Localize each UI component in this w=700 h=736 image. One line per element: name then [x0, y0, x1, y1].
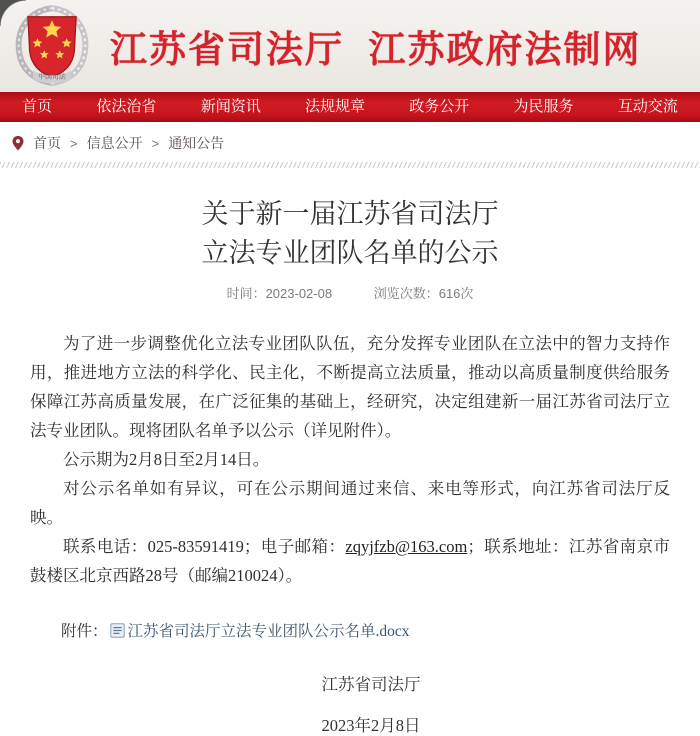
nav-item-regulations[interactable]: 法规规章: [304, 98, 365, 115]
paragraph-contact: [30, 532, 670, 590]
breadcrumb: [0, 122, 700, 162]
article-title-line1: 关于新一届江苏省司法厅: [201, 199, 499, 229]
article-meta: [30, 283, 670, 302]
hatched-divider: [0, 162, 700, 168]
paragraph-period: 公示期为2月8日至2月14日。: [63, 450, 270, 469]
attachment-row: [30, 619, 670, 641]
justice-emblem-logo: [8, 3, 96, 89]
site-title: 江苏省司法厅 江苏政府法制网: [110, 29, 642, 70]
publish-time: [227, 286, 333, 301]
paragraph-objection: 对公示名单如有异议，可在公示期间通过来信、来电等形式，向江苏省司法厅反映。: [30, 479, 670, 527]
location-pin-icon: [12, 136, 24, 151]
paragraph-intro: 为了进一步调整优化立法专业团队队伍，充分发挥专业团队在立法中的智力支持作用，推进地方立法的科学化、民主化，不断提高立法质量，推动以高质量制度供给服务保障江苏高质量发展，在广泛征集的基础上，经研究，决定组建新一届江苏省司法厅立法专业团队。现将团队名单予以公示（详见附件）。: [30, 334, 670, 440]
nav-item-public-service[interactable]: 为民服务: [513, 98, 574, 115]
document-icon: [110, 623, 125, 638]
contact-text-after: ；联系地址：江苏省南京市鼓楼区北京西路28号（邮编210024）。: [30, 537, 670, 585]
breadcrumb-home[interactable]: 首页: [33, 135, 61, 151]
signature-date: 2023年2月8日: [321, 716, 421, 735]
publish-time-value: 2023-02-08: [265, 286, 333, 301]
nav-item-home[interactable]: 首页: [22, 98, 53, 115]
contact-text-before: 联系电话：025-83591419；电子邮箱：: [63, 537, 346, 556]
view-count: [374, 286, 474, 301]
attachment-link[interactable]: 江苏省司法厅立法专业团队公示名单.docx: [127, 623, 410, 640]
breadcrumb-separator: >: [70, 135, 78, 151]
publish-time-label: 时间：: [226, 286, 266, 301]
article-title: [30, 195, 670, 273]
view-count-value: 616次: [438, 286, 474, 301]
nav-item-gov-affairs[interactable]: 政务公开: [409, 98, 470, 115]
article-body: [30, 329, 670, 590]
site-header: [0, 0, 700, 92]
breadcrumb-info-disclosure[interactable]: 信息公开: [86, 135, 143, 151]
nav-item-rule-of-law[interactable]: 依法治省: [96, 98, 157, 115]
nav-item-interaction[interactable]: 互动交流: [617, 98, 678, 115]
breadcrumb-separator: >: [151, 135, 160, 151]
article: [0, 195, 700, 736]
view-count-label: 浏览次数：: [373, 286, 439, 301]
signature-block: [30, 671, 670, 736]
emblem-caption: 中国司法: [38, 73, 66, 81]
breadcrumb-notices[interactable]: 通知公告: [168, 135, 225, 151]
attachment-label: 附件：: [61, 623, 108, 640]
email-link[interactable]: zqyjfzb@163.com: [345, 537, 468, 556]
signature-org: 江苏省司法厅: [321, 675, 421, 694]
nav-item-news[interactable]: 新闻资讯: [200, 98, 261, 115]
article-title-line2: 立法专业团队名单的公示: [201, 238, 499, 268]
main-nav: [0, 92, 700, 122]
